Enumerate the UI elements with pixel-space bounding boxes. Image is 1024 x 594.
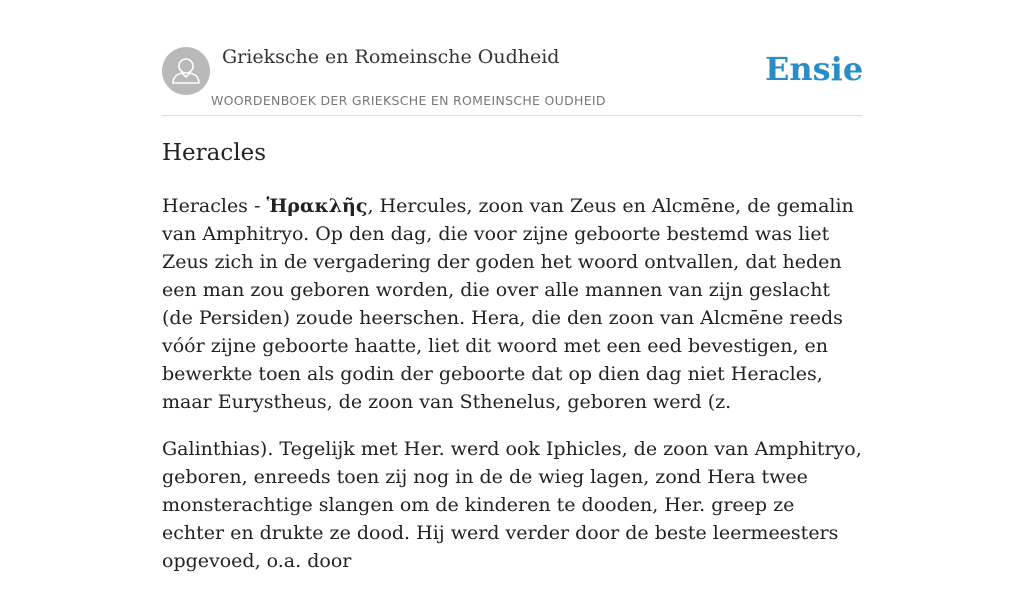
entry-text: , Hercules, zoon van Zeus en Alcmēne, de gemalin van Amphitryo. Op den dag, die voor zijne geboorte bestemd was liet Zeus zich in de vergadering der goden het woord ontvallen, dat heden een man zou geboren worden, die over alle mannen van zijn geslacht (de Persiden) zoude heerschen. Hera, die den zoon van Alcmēne reeds vóór zijne geboorte haatte, liet dit woord met een eed bevestigen, en bewerkte toen als godin der geboorte dat op dien dag niet Heracles, maar Eurystheus, de zoon van Sthenelus, geboren werd (z. [162,195,854,413]
entry-content [162,192,862,594]
entry-lead: Heracles - [162,195,267,217]
greek-name: Ἡρακλῆς [266,195,368,217]
entry-paragraph [162,192,862,416]
site-title[interactable]: Grieksche en Romeinsche Oudheid [222,46,560,68]
user-icon [162,47,210,95]
header-divider [162,115,862,116]
entry-title: Heracles [162,140,267,166]
brand-logo[interactable]: Ensie [765,50,864,88]
site-subtitle: WOORDENBOEK DER GRIEKSCHE EN ROMEINSCHE OUDHEID [211,93,606,108]
entry-paragraph: Galinthias). Tegelijk met Her. werd ook Iphicles, de zoon van Amphitryo, geboren, enreeds toen zij nog in de de wieg lagen, zond Hera twee monsterachtige slangen om de kinderen te dooden, Her. greep ze echter en drukte ze dood. Hij werd verder door de beste leermeesters opgevoed, o.a. door [162,438,862,572]
avatar[interactable] [162,47,210,95]
